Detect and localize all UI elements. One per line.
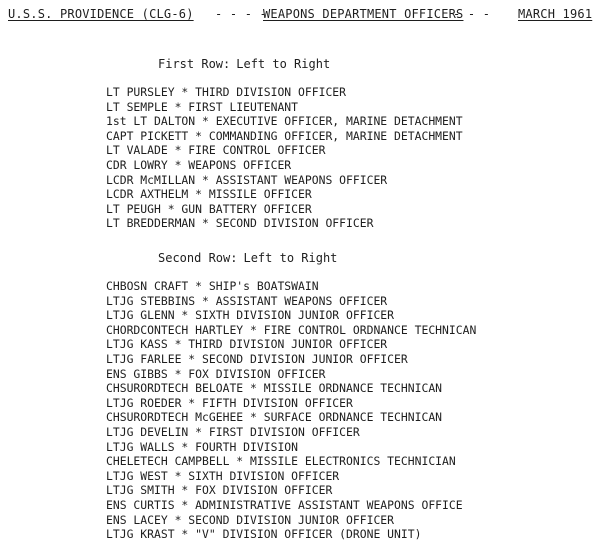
list-item: LTJG ROEDER * FIFTH DIVISION OFFICER (106, 395, 353, 410)
header-dashes-right: - - - (453, 7, 491, 21)
list-item: LT PEUGH * GUN BATTERY OFFICER (106, 201, 312, 216)
list-item: LT SEMPLE * FIRST LIEUTENANT (106, 99, 299, 114)
department-title: WEAPONS DEPARTMENT OFFICERS (263, 7, 464, 21)
list-item: 1st LT DALTON * EXECUTIVE OFFICER, MARINE DETACHMENT (106, 114, 463, 129)
list-item: LT VALADE * FIRE CONTROL OFFICER (106, 143, 326, 158)
list-item: LTJG WALLS * FOURTH DIVISION (106, 439, 299, 454)
first-row-list (106, 85, 463, 231)
first-row-title: First Row: (158, 57, 231, 71)
list-item: LTJG GLENN * SIXTH DIVISION JUNIOR OFFICER (106, 308, 395, 323)
second-row-title: Second Row: (158, 251, 238, 265)
list-item: CHSURORDTECH BELOATE * MISSILE ORDNANCE TECHNICAN (106, 381, 443, 396)
list-item: LTJG FARLEE * SECOND DIVISION JUNIOR OFFICER (106, 351, 408, 366)
document-date: MARCH 1961 (518, 7, 593, 21)
header-dashes-left: - - - - (215, 7, 267, 21)
second-row-heading (158, 251, 337, 265)
list-item: CHELETECH CAMPBELL * MISSILE ELECTRONICS TECHNICIAN (106, 454, 456, 469)
list-item: LT PURSLEY * THIRD DIVISION OFFICER (106, 85, 347, 99)
list-item: LTJG SMITH * FOX DIVISION OFFICER (106, 483, 333, 498)
list-item: CDR LOWRY * WEAPONS OFFICER (106, 157, 292, 172)
list-item: LTJG DEVELIN * FIRST DIVISION OFFICER (106, 424, 360, 439)
list-item: ENS LACEY * SECOND DIVISION JUNIOR OFFICER (106, 512, 395, 527)
list-item: LCDR McMILLAN * ASSISTANT WEAPONS OFFICER (106, 172, 388, 187)
second-row-subtitle: Left to Right (243, 251, 338, 265)
list-item: LTJG STEBBINS * ASSISTANT WEAPONS OFFICER (106, 293, 388, 308)
list-item: CHORDCONTECH HARTLEY * FIRE CONTROL ORDNANCE TECHNICAN (106, 322, 477, 337)
list-item: LTJG WEST * SIXTH DIVISION OFFICER (106, 468, 340, 483)
ship-name: U.S.S. PROVIDENCE (CLG-6) (8, 7, 194, 21)
list-item: LTJG KASS * THIRD DIVISION JUNIOR OFFICER (106, 337, 388, 352)
document-header (8, 7, 592, 27)
first-row-heading (158, 57, 330, 71)
list-item: CHBOSN CRAFT * SHIP's BOATSWAIN (106, 279, 319, 293)
list-item: LT BREDDERMAN * SECOND DIVISION OFFICER (106, 216, 374, 231)
list-item: LTJG KRAST * "V" DIVISION OFFICER (DRONE UNIT) (106, 527, 422, 542)
first-row-subtitle: Left to Right (236, 57, 331, 71)
list-item: CHSURORDTECH McGEHEE * SURFACE ORDNANCE TECHNICAN (106, 410, 443, 425)
list-item: LCDR AXTHELM * MISSILE OFFICER (106, 187, 312, 202)
list-item: ENS CURTIS * ADMINISTRATIVE ASSISTANT WEAPONS OFFICE (106, 497, 463, 512)
list-item: CAPT PICKETT * COMMANDING OFFICER, MARINE DETACHMENT (106, 128, 463, 143)
second-row-list (106, 279, 476, 542)
list-item: ENS GIBBS * FOX DIVISION OFFICER (106, 366, 326, 381)
